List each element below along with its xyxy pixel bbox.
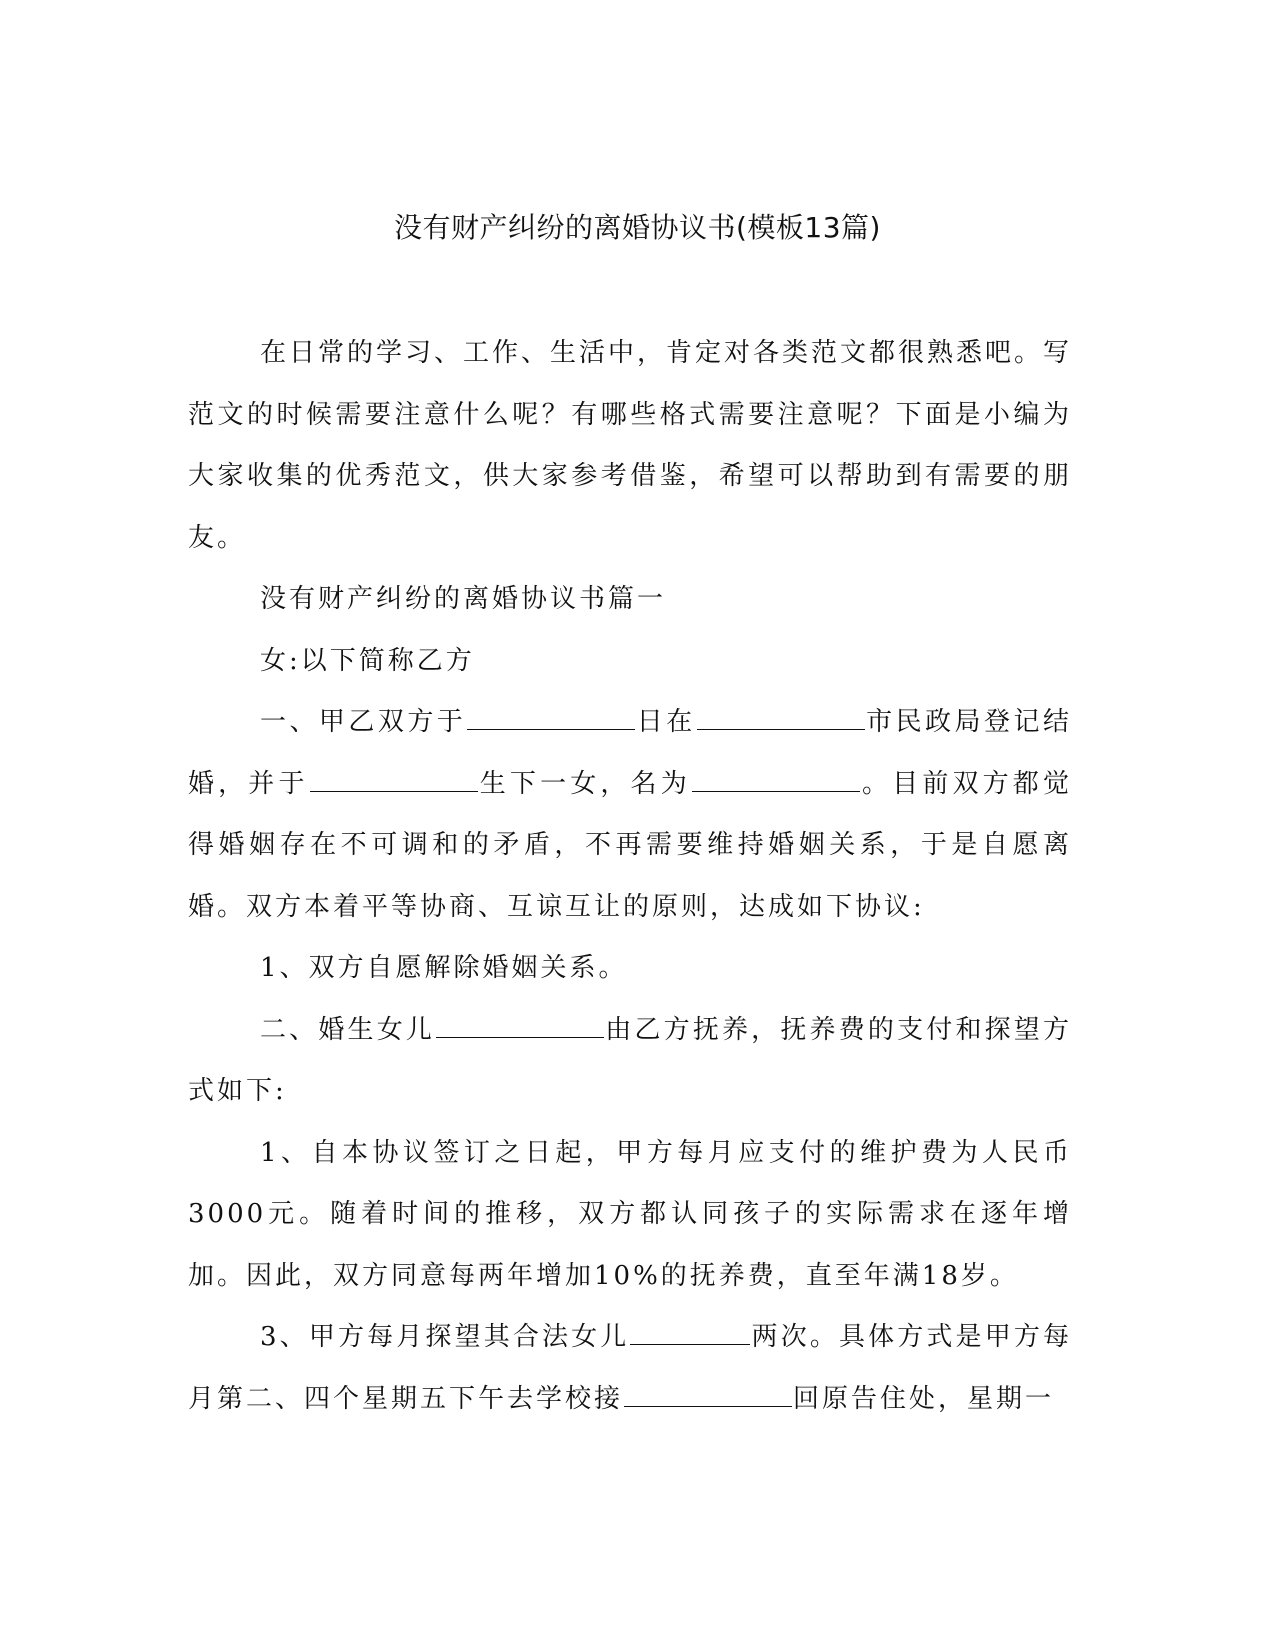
clause-one-text-2: 日在	[636, 707, 696, 737]
clause-one-text-5: 。目前双方都觉得婚姻存在不可调和的矛盾，不再需要维持婚姻关系，于是自愿离婚。双方本着平等协商、互谅互让的原则，达成如下协议:	[188, 768, 1072, 922]
visit-item-text-2: 两次。具体方式是甲方每月第二、四个星期五下午去学校接	[188, 1322, 1072, 1414]
clause-two-paragraph	[188, 1000, 1072, 1123]
visit-item-text-3: 回原告住处，星期一	[793, 1383, 1055, 1414]
section-heading: 没有财产纠纷的离婚协议书篇一	[260, 584, 667, 614]
fill-blank-city	[697, 703, 865, 730]
document-body	[188, 323, 1072, 1430]
clause-two-text-2: 由乙方抚养，抚养费的支付和探望方式如下:	[188, 1014, 1072, 1106]
fill-blank-birth-date	[310, 765, 478, 792]
fill-blank-daughter	[436, 1011, 604, 1038]
visit-item-paragraph	[188, 1307, 1072, 1430]
visit-item-text-1: 3、甲方每月探望其合法女儿	[260, 1322, 630, 1352]
fill-blank-date	[467, 703, 635, 730]
fill-blank-daughter-visit	[630, 1318, 750, 1345]
clause-one-text-3: 市民政局登记结婚，并于	[188, 707, 1072, 799]
fill-blank-pickup	[624, 1380, 792, 1407]
item-one-paragraph: 1、双方自愿解除婚姻关系。	[260, 953, 628, 983]
party-line: 女:以下简称乙方	[260, 645, 475, 676]
fill-blank-daughter-name	[692, 765, 860, 792]
clause-one-paragraph	[188, 692, 1072, 938]
document-title: 没有财产纠纷的离婚协议书(模板13篇)	[394, 211, 881, 244]
support-item-paragraph: 1、自本协议签订之日起，甲方每月应支付的维护费为人民币3000元。随着时间的推移，双方都认同孩子的实际需求在逐年增加。因此，双方同意每两年增加10%的抚养费，直至年满18岁。	[188, 1137, 1072, 1291]
intro-paragraph: 在日常的学习、工作、生活中，肯定对各类范文都很熟悉吧。写范文的时候需要注意什么呢？有哪些格式需要注意呢？下面是小编为大家收集的优秀范文，供大家参考借鉴，希望可以帮助到有需要的朋友。	[188, 338, 1073, 553]
clause-one-text-1: 一、甲乙双方于	[260, 707, 467, 737]
clause-one-text-4: 生下一女，名为	[478, 768, 691, 799]
clause-two-text-1: 二、婚生女儿	[260, 1014, 436, 1045]
